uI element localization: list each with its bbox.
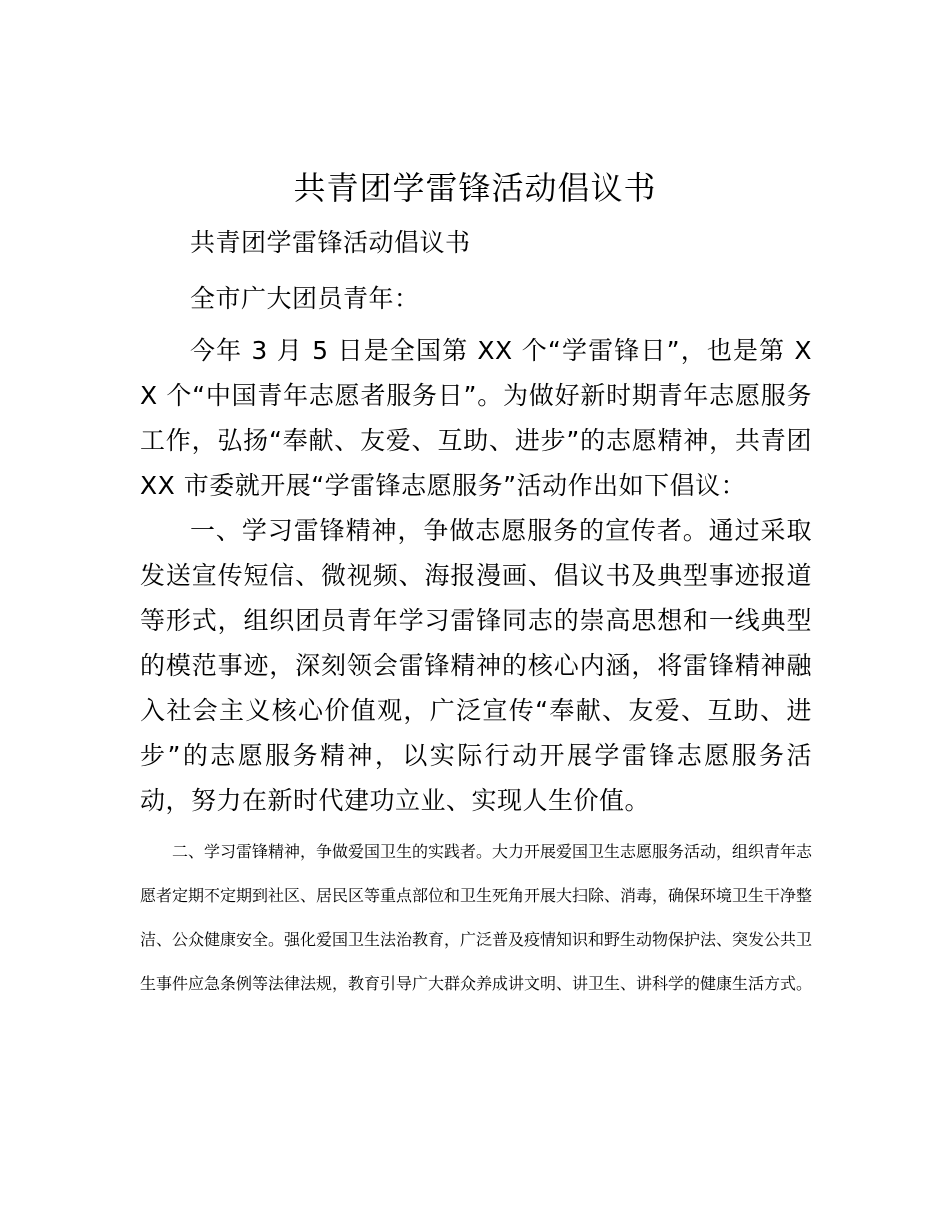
greeting-line: 全市广大团员青年： [190,284,420,313]
proposal-point-2: 二、学习雷锋精神，争做爱国卫生的实践者。大力开展爱国卫生志愿服务活动，组织青年志愿者定期不定期到社区、居民区等重点部位和卫生死角开展大扫除、消毒，确保环境卫生干净整洁、公众健康安全。强化爱国卫生法治教育，广泛普及疫情知识和野生动物保护法、突发公共卫生事件应急条例等法律法规，教育引导广大群众养成讲文明、讲卫生、讲科学的健康生活方式。 [140,842,813,993]
document-subtitle: 共青团学雷锋活动倡议书 [190,228,471,257]
document-title: 共青团学雷锋活动倡议书 [293,169,657,207]
proposal-point-1: 一、学习雷锋精神，争做志愿服务的宣传者。通过采取发送宣传短信、微视频、海报漫画、倡议书及典型事迹报道等形式，组织团员青年学习雷锋同志的崇高思想和一线典型的模范事迹，深刻领会雷锋精神的核心内涵，将雷锋精神融入社会主义核心价值观，广泛宣传“奉献、友爱、互助、进步”的志愿服务精神，以实际行动开展学雷锋志愿服务活动，努力在新时代建功立业、实现人生价值。 [140,516,812,815]
intro-paragraph: 今年 3 月 5 日是全国第 XX 个“学雷锋日”，也是第 XX 个“中国青年志愿者服务日”。为做好新时期青年志愿服务工作，弘扬“奉献、友爱、互助、进步”的志愿精神，共青团 XX 市委就开展“学雷锋志愿服务”活动作出如下倡议： [140,336,812,500]
